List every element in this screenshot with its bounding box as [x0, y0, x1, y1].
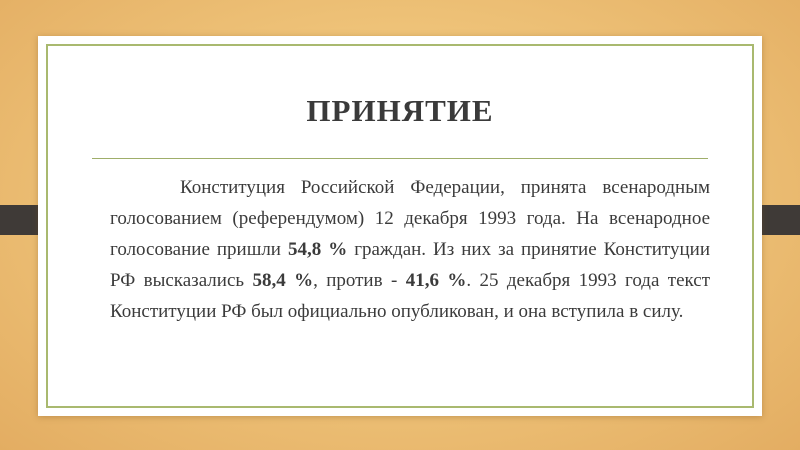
slide-card	[38, 36, 762, 416]
paragraph-text-4: . 25 декабря 1993 года текст Конституции РФ был официально опубликован, и она вступила в силу.	[110, 270, 711, 322]
title-divider	[92, 158, 708, 159]
paragraph-text-3: , против -	[313, 270, 406, 291]
turnout-percent: 54,8 %	[287, 239, 348, 260]
against-percent: 41,6 %	[405, 270, 467, 291]
for-percent: 58,4 %	[252, 270, 314, 291]
right-decor-bar	[762, 205, 800, 235]
slide-title: ПРИНЯТИЕ	[306, 93, 494, 128]
slide-body-text	[110, 172, 710, 327]
paragraph-text-2: граждан. Из них за принятие Конституции РФ высказались	[110, 239, 710, 291]
left-decor-bar	[0, 205, 38, 235]
paragraph-text-1: Конституция Российской Федерации, принята всенародным голосованием (референдумом) 12 декабря 1993 года. На всенародное голосование пришли	[110, 177, 710, 260]
